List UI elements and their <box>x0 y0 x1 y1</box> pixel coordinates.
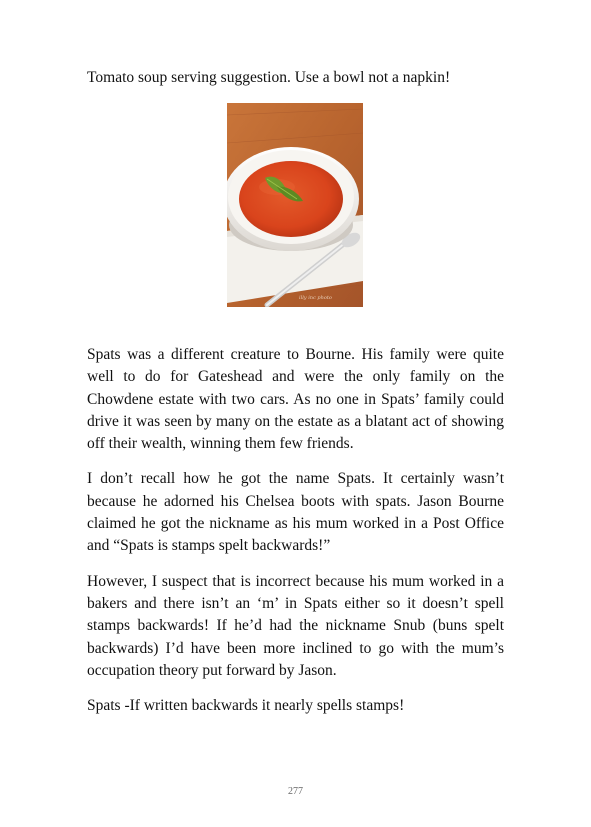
body-text <box>87 344 504 730</box>
tomato-soup-photo <box>227 103 363 307</box>
paragraph-4: Spats -If written backwards it nearly spells stamps! <box>87 697 405 715</box>
paragraph-1: Spats was a different creature to Bourne. His family were quite well to do for Gateshead and were the only family on the Chowdene estate with two cars. As no one in Spats’ family could drive it was seen by many on the estate as a blatant act of showing off their wealth, winning them few friends. <box>87 346 504 453</box>
photo-watermark: illy inc photo <box>299 295 332 301</box>
page-number: 277 <box>288 786 303 797</box>
photo-caption: Tomato soup serving suggestion. Use a bowl not a napkin! <box>87 69 451 86</box>
paragraph-3: However, I suspect that is incorrect because his mum worked in a bakers and there isn’t an ‘m’ in Spats either so it doesn’t spell stamps backwards! If he’d had the nickname Snub (buns spelt backwards) I’d have been more inclined to go with the mum’s occupation theory put forward by Jason. <box>87 572 504 679</box>
paragraph-2: I don’t recall how he got the name Spats. It certainly wasn’t because he adorned his Chelsea boots with spats. Jason Bourne claimed he got the nickname as his mum worked in a Post Office and “Spats is stamps spelt backwards!” <box>87 470 504 555</box>
